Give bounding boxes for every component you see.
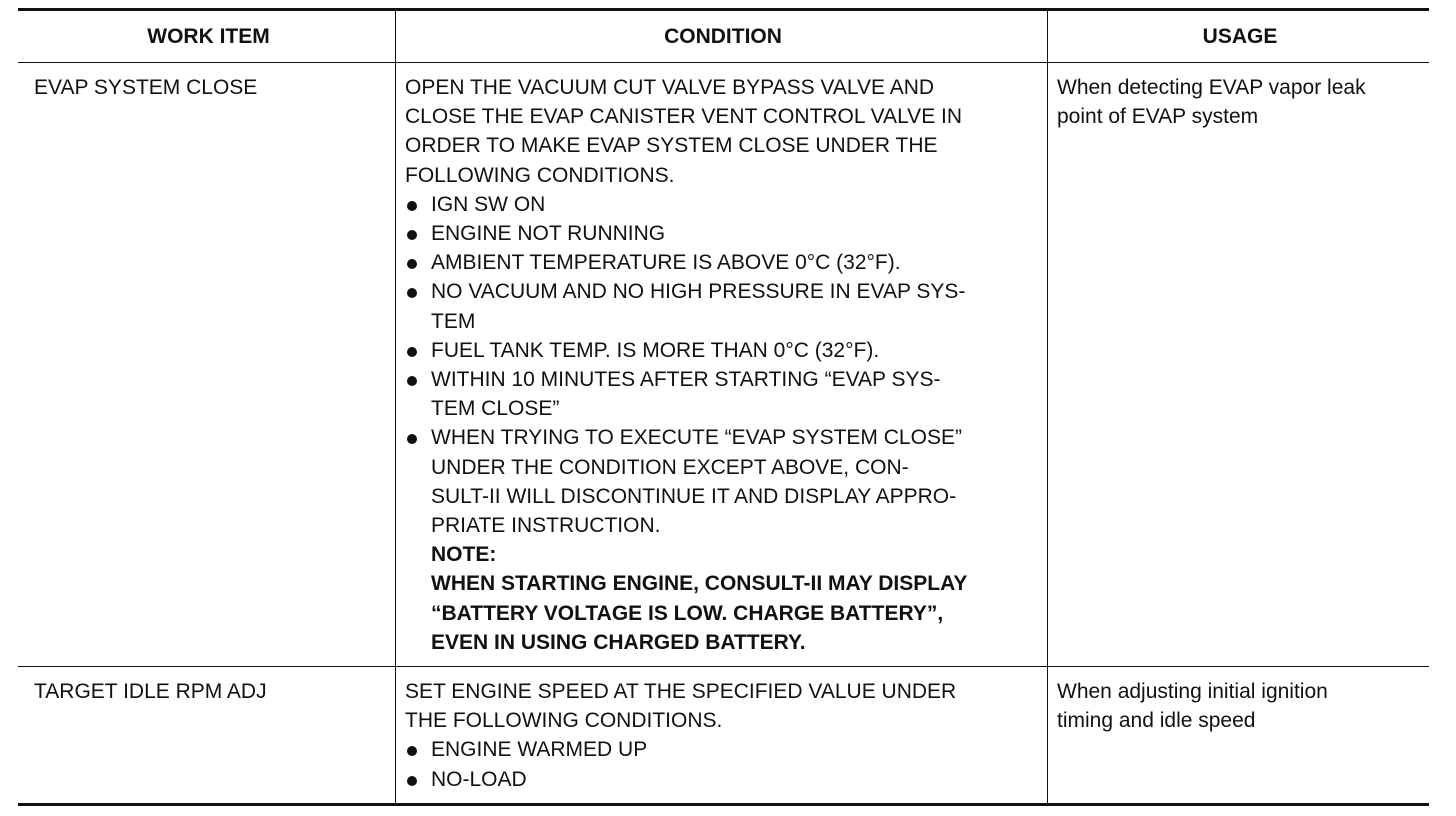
note-line: “BATTERY VOLTAGE IS LOW. CHARGE BATTERY”, bbox=[431, 601, 944, 625]
table-row bbox=[18, 63, 1429, 667]
header-work-item: WORK ITEM bbox=[18, 11, 396, 62]
text-line: IGN SW ON bbox=[431, 192, 546, 216]
text-line: When adjusting initial ignition bbox=[1057, 680, 1328, 703]
list-item bbox=[405, 190, 1041, 219]
text-line: TEM CLOSE” bbox=[431, 397, 560, 421]
list-item bbox=[405, 765, 1041, 794]
note-line: WHEN STARTING ENGINE, CONSULT-II MAY DISPLAY bbox=[431, 572, 968, 596]
list-item bbox=[405, 248, 1041, 277]
note-block bbox=[405, 540, 1041, 657]
text-line: ENGINE WARMED UP bbox=[431, 738, 648, 762]
text-line: FOLLOWING CONDITIONS. bbox=[405, 163, 675, 187]
text-line: SET ENGINE SPEED AT THE SPECIFIED VALUE UNDER bbox=[405, 680, 957, 703]
condition-list bbox=[405, 735, 1041, 793]
table-header-row bbox=[18, 11, 1429, 63]
text-line: UNDER THE CONDITION EXCEPT ABOVE, CON- bbox=[431, 455, 909, 479]
text-line: NO VACUUM AND NO HIGH PRESSURE IN EVAP SYS- bbox=[431, 280, 966, 304]
text-line: THE FOLLOWING CONDITIONS. bbox=[405, 709, 723, 733]
text-line: NO-LOAD bbox=[431, 767, 527, 791]
list-item bbox=[405, 219, 1041, 248]
condition-intro bbox=[405, 73, 1041, 190]
list-item bbox=[405, 735, 1041, 764]
text-line: ENGINE NOT RUNNING bbox=[431, 222, 666, 246]
text-line: CLOSE THE EVAP CANISTER VENT CONTROL VALVE IN bbox=[405, 105, 963, 129]
work-item-table bbox=[18, 8, 1429, 806]
text-line: WITHIN 10 MINUTES AFTER STARTING “EVAP SYS- bbox=[431, 368, 941, 392]
text-line: AMBIENT TEMPERATURE IS ABOVE 0°C (32°F). bbox=[431, 251, 901, 275]
text-line: When detecting EVAP vapor leak bbox=[1057, 76, 1366, 99]
text-line: OPEN THE VACUUM CUT VALVE BYPASS VALVE AND bbox=[405, 76, 935, 99]
note-line: EVEN IN USING CHARGED BATTERY. bbox=[431, 630, 806, 654]
text-line: ORDER TO MAKE EVAP SYSTEM CLOSE UNDER THE bbox=[405, 134, 938, 158]
text-line: SULT-II WILL DISCONTINUE IT AND DISPLAY APPRO- bbox=[431, 484, 957, 508]
text-line: PRIATE INSTRUCTION. bbox=[431, 514, 661, 538]
list-item bbox=[405, 277, 1041, 335]
work-item-cell: EVAP SYSTEM CLOSE bbox=[18, 63, 396, 666]
text-line: timing and idle speed bbox=[1057, 709, 1256, 733]
list-item bbox=[405, 423, 1041, 540]
header-usage: USAGE bbox=[1202, 25, 1278, 48]
usage-cell bbox=[1048, 63, 1429, 666]
condition-list bbox=[405, 190, 1041, 540]
condition-cell bbox=[396, 63, 1048, 666]
header-condition: CONDITION bbox=[396, 11, 1048, 62]
condition-intro bbox=[405, 677, 1041, 735]
table-row bbox=[18, 667, 1429, 803]
list-item bbox=[405, 365, 1041, 423]
usage-cell bbox=[1048, 667, 1429, 803]
condition-cell bbox=[396, 667, 1048, 803]
text-line: point of EVAP system bbox=[1057, 105, 1259, 129]
work-item-cell: TARGET IDLE RPM ADJ bbox=[18, 667, 396, 803]
text-line: FUEL TANK TEMP. IS MORE THAN 0°C (32°F). bbox=[431, 338, 880, 362]
list-item bbox=[405, 336, 1041, 365]
text-line: TEM bbox=[431, 309, 476, 333]
text-line: WHEN TRYING TO EXECUTE “EVAP SYSTEM CLOSE” bbox=[431, 426, 962, 450]
note-label: NOTE: bbox=[431, 543, 497, 567]
